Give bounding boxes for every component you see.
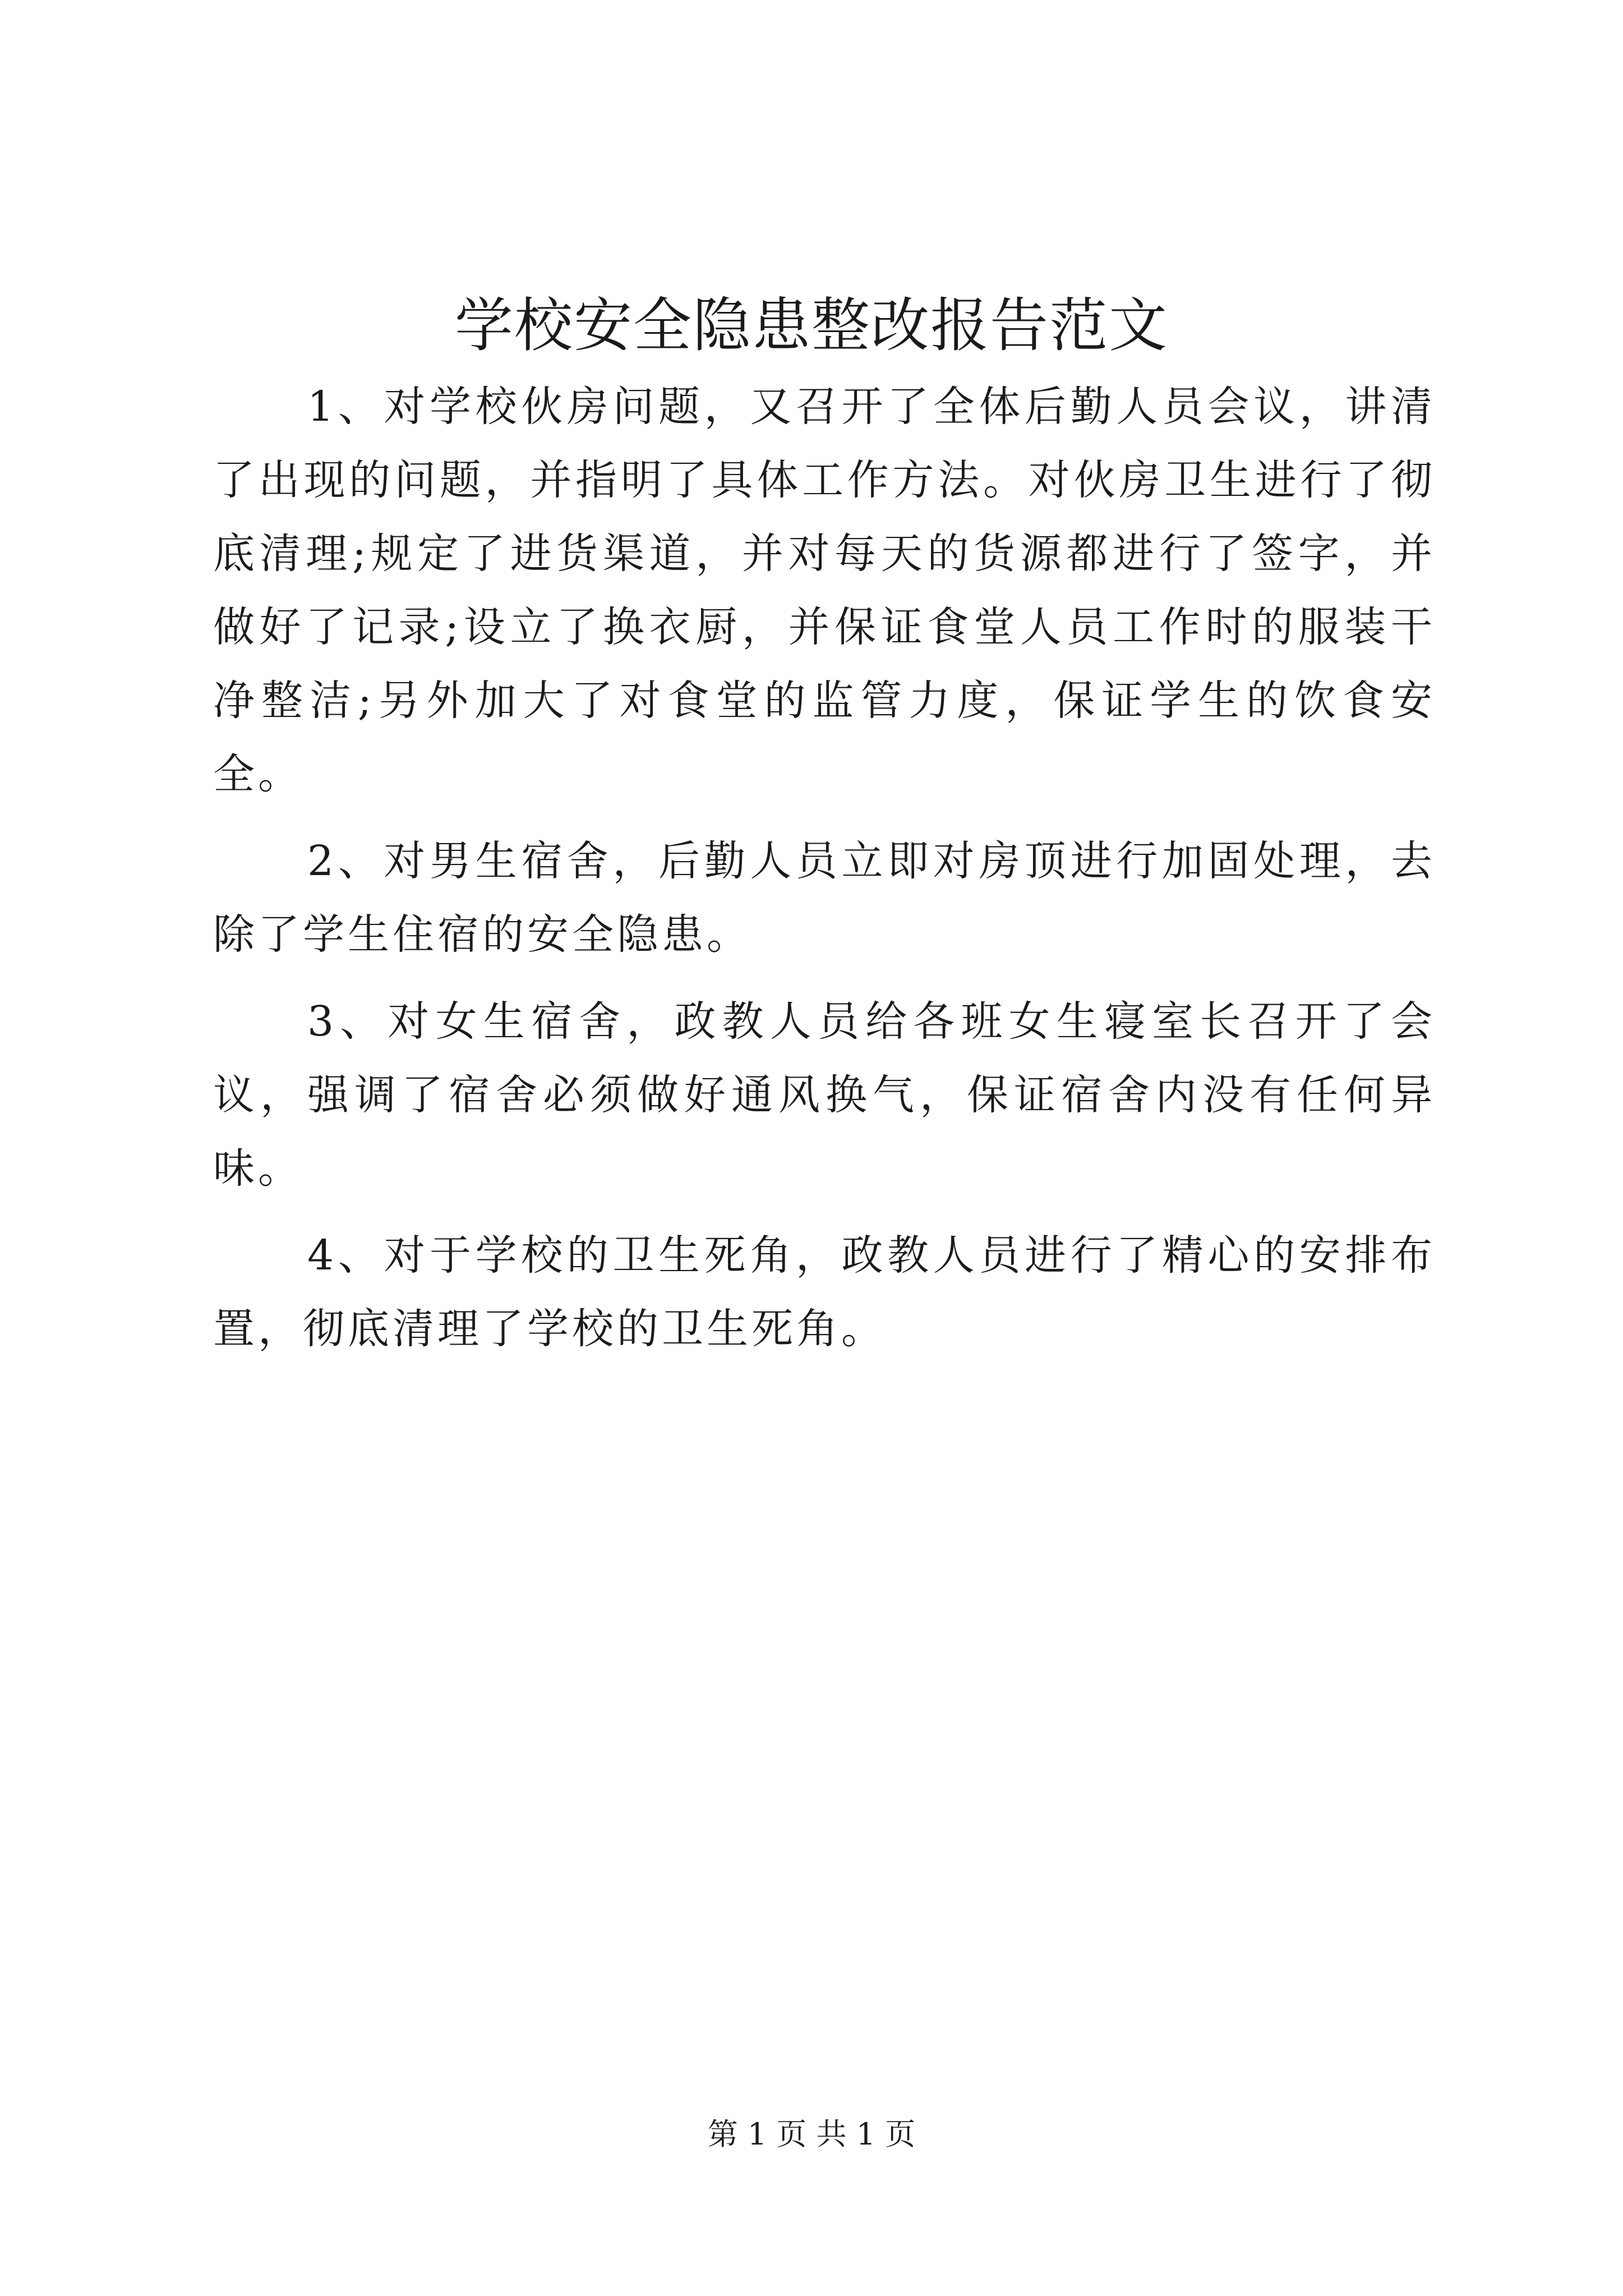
page-footer: 第 1 页 共 1 页 [707, 2116, 916, 2152]
document-title: 学校安全隐患整改报告范文 [454, 291, 1168, 360]
document-body [213, 370, 1436, 1379]
paragraph-1: 1、对学校伙房问题，又召开了全体后勤人员会议，讲清了出现的问题，并指明了具体工作方法。对伙房卫生进行了彻底清理;规定了进货渠道，并对每天的货源都进行了签字，并做好了记录;设立了换衣厨，并保证食堂人员工作时的服装干净整洁;另外加大了对食堂的监管力度，保证学生的饮食安全。 [213, 383, 1436, 798]
paragraph-2: 2、对男生宿舍，后勤人员立即对房顶进行加固处理，去除了学生住宿的安全隐患。 [213, 837, 1436, 959]
paragraph-3: 3、对女生宿舍，政教人员给各班女生寝室长召开了会议，强调了宿舍必须做好通风换气，保证宿舍内没有任何异味。 [213, 997, 1436, 1193]
paragraph-4: 4、对于学校的卫生死角，政教人员进行了精心的安排布置，彻底清理了学校的卫生死角。 [213, 1231, 1436, 1353]
